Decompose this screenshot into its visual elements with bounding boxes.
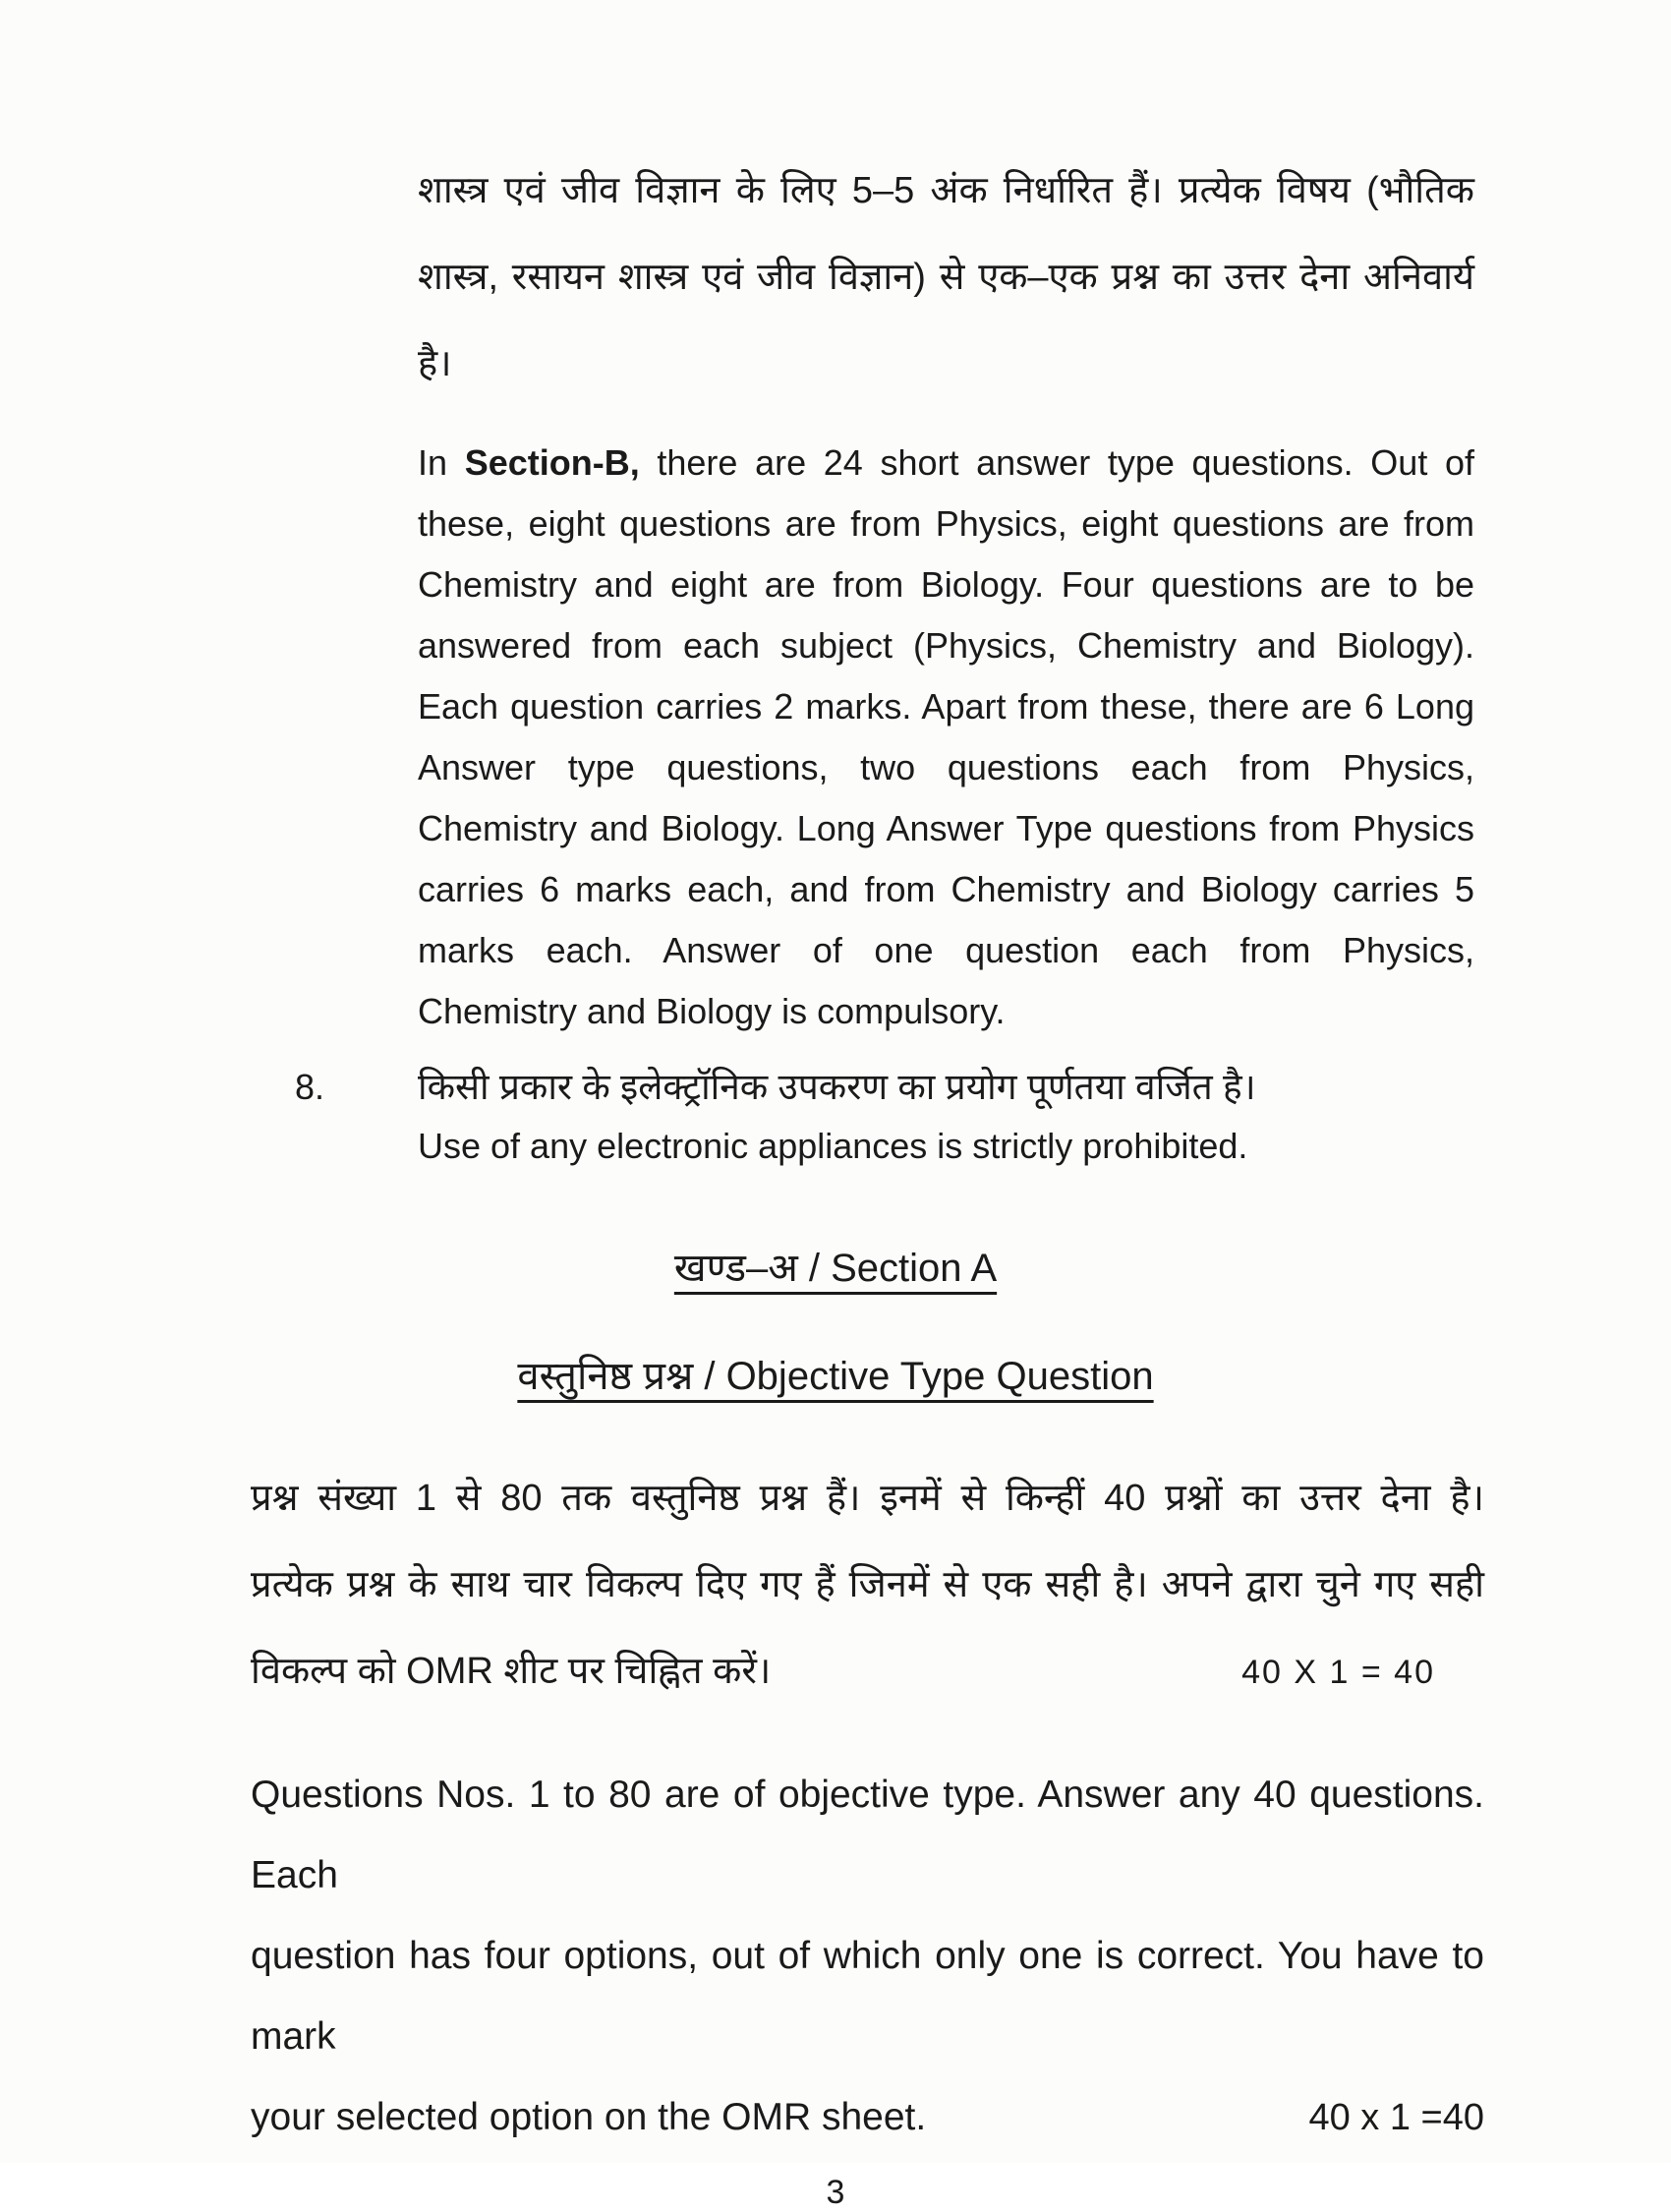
- item-number: 8.: [295, 1067, 325, 1107]
- paragraph-line: Answer type questions, two questions each from Physics,: [418, 747, 1474, 787]
- paragraph-line: [418, 433, 1474, 494]
- paragraph-line: है।: [418, 343, 452, 384]
- objective-type-heading-text: वस्तुनिष्ठ प्रश्न / Objective Type Question: [517, 1355, 1154, 1398]
- section-a-heading: [0, 1245, 1671, 1292]
- item-text-hindi: किसी प्रकार के इलेक्ट्रॉनिक उपकरण का प्रयोग पूर्णतया वर्जित है।: [418, 1067, 1256, 1107]
- objective-type-heading: [0, 1353, 1671, 1400]
- paragraph-line: प्रत्येक प्रश्न के साथ चार विकल्प दिए गए हैं जिनमें से एक सही है। अपने द्वारा चुने गए सही: [251, 1564, 1484, 1605]
- objective-instructions-hindi: [251, 1455, 1484, 1716]
- line-text: there are 24 short answer type questions. Out of: [639, 442, 1475, 483]
- section-b-bold-label: Section-B,: [464, 442, 640, 483]
- paragraph-line: शास्त्र एवं जीव विज्ञान के लिए 5–5 अंक निर्धारित हैं। प्रत्येक विषय (भौतिक: [418, 170, 1474, 211]
- paragraph-line: question has four options, out of which only one is correct. You have to mark: [251, 1935, 1484, 2058]
- paragraph-line: शास्त्र, रसायन शास्त्र एवं जीव विज्ञान) से एक–एक प्रश्न का उत्तर देना अनिवार्य: [418, 257, 1474, 298]
- page-number: 3: [826, 2174, 845, 2211]
- paragraph-line: answered from each subject (Physics, Chemistry and Biology).: [418, 625, 1474, 666]
- paragraph-line-with-marks: [251, 2077, 1484, 2158]
- intro-hindi-continuation: [418, 0, 1474, 407]
- paragraph-line: Chemistry and Biology is compulsory.: [418, 991, 1006, 1031]
- section-a-heading-text: खण्ड–अ / Section A: [673, 1247, 998, 1290]
- marks-scheme-hindi: 40 X 1 = 40: [1241, 1654, 1435, 1691]
- paragraph-line: Chemistry and eight are from Biology. Four questions are to be: [418, 564, 1474, 605]
- paragraph-line: marks each. Answer of one question each from Physics,: [418, 930, 1474, 970]
- paragraph-line: these, eight questions are from Physics, eight questions are from: [418, 503, 1474, 544]
- section-b-paragraph: [418, 433, 1474, 1042]
- item-text-english: Use of any electronic appliances is strictly prohibited.: [418, 1126, 1248, 1166]
- line-text: In: [418, 442, 465, 483]
- marks-scheme-english: 40 x 1 =40: [1308, 2097, 1484, 2138]
- instruction-item-8: [0, 1058, 1671, 1176]
- line-text: your selected option on the OMR sheet.: [251, 2096, 927, 2138]
- paragraph-line: प्रश्न संख्या 1 से 80 तक वस्तुनिष्ठ प्रश्न हैं। इनमें से किन्हीं 40 प्रश्नों का उत्तर देना है।: [251, 1478, 1484, 1519]
- paragraph-line: carries 6 marks each, and from Chemistry and Biology carries 5: [418, 869, 1474, 909]
- paragraph-line: Questions Nos. 1 to 80 are of objective type. Answer any 40 questions. Each: [251, 1774, 1484, 1896]
- line-text: विकल्प को OMR शीट पर चिह्नित करें।: [251, 1651, 772, 1692]
- paragraph-line: Chemistry and Biology. Long Answer Type questions from Physics: [418, 808, 1474, 848]
- item-body: [418, 1058, 1474, 1176]
- paragraph-line: Each question carries 2 marks. Apart from these, there are 6 Long: [418, 686, 1474, 727]
- objective-instructions-english: [251, 1755, 1484, 2158]
- paragraph-line-with-marks: [251, 1628, 1484, 1716]
